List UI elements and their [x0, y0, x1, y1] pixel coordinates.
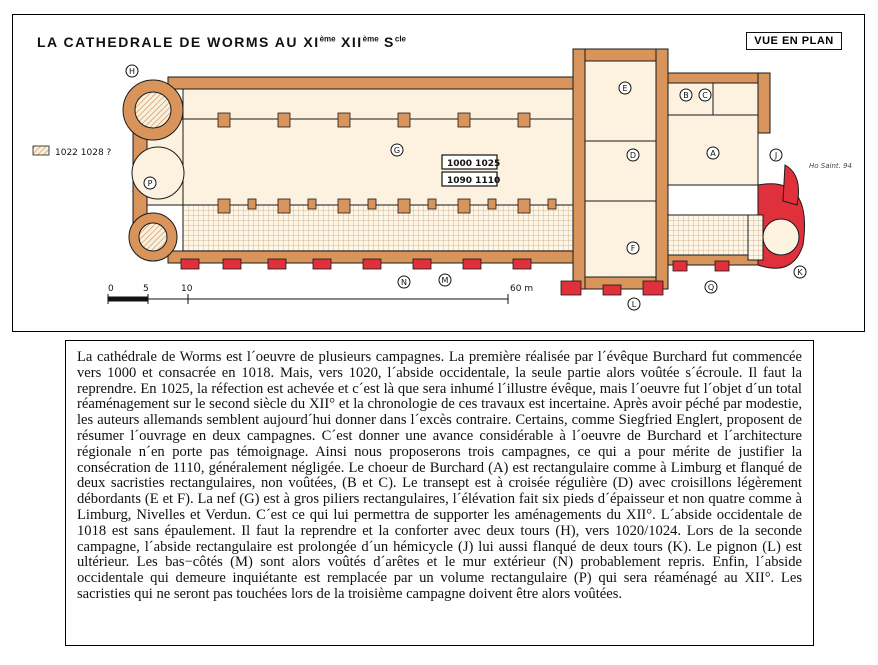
marker-E: [619, 82, 631, 94]
legend-dates: 1022 1028 ?: [55, 148, 112, 158]
marker-K: [794, 266, 806, 278]
svg-text:M: M: [441, 276, 449, 285]
marker-G: [391, 144, 403, 156]
svg-text:P: P: [147, 179, 153, 188]
scale-tick-60: 60 m: [510, 284, 534, 294]
marker-N: [398, 276, 410, 288]
marker-H: [126, 65, 138, 77]
marker-M: [439, 274, 451, 286]
svg-text:1000 1025: 1000 1025: [447, 159, 501, 169]
marker-F: [627, 242, 639, 254]
svg-text:E: E: [622, 84, 628, 93]
legend-swatch: [33, 146, 49, 155]
plan-title: LA CATHEDRALE DE WORMS AU XIème XIIème $S^{cle}$: [37, 34, 406, 50]
signature: Ho Saint. 94: [809, 162, 852, 170]
svg-text:K: K: [797, 268, 803, 277]
marker-P: [144, 177, 156, 189]
svg-text:B: B: [683, 91, 689, 100]
marker-C: [699, 89, 711, 101]
scale-tick-10: 10: [181, 284, 193, 294]
marker-Q: [705, 281, 717, 293]
svg-text:D: D: [629, 151, 637, 160]
marker-B: [680, 89, 692, 101]
west-towers: [123, 80, 184, 261]
scale-tick-5: 5: [143, 284, 149, 294]
svg-text:1090 1110: 1090 1110: [447, 176, 501, 186]
caption-text: La cathédrale de Worms est l´oeuvre de plusieurs campagnes. La première réalisée par l´évêque Burchard fut commencée vers 1000 et consacrée en 1018. Mais, vers 1020, l´abside occidentale, la seule partie alors voûtée s´écroule. Il faut la reprendre. En 1025, la réfection est achevée et c´est là que sera inhumé l´illustre évêque, mais l´oeuvre fut l´objet d´un total réaménagement sur le second siècle du XII° et la chronologie de ces travaux est incertaine. Après avoir péché par modestie, les auteurs allemands semblent aujourd´hui donner dans l´excès contraire. Certains, comme Siegfried Englert, proposent de résumer l´ouvrage en deux campagnes. C´est donner une avance considérable à l´oeuvre de Burchard et l´architecture régionale n´en porte pas témoignage. Ainsi nous proposerons trois campagnes, ce qui a pour mérite de justifier la consécration de 1110, généralement négligée. Le choeur de Burchard (A) est rectangulaire comme à Limburg et flanqué de deux sacristies rectangulaires, non voûtées, (B et C). Le transept est à croisée régulière (D) avec croisillons légèrement débordants (E et F). La nef (G) est à gros piliers rectangulaires, l´élévation fait six pieds d´épaisseur et non quatre comme à Limburg, Nivelles et Verdun. C´est ce qui lui permettra de supporter les aménagements du XII°. L´abside occidentale de 1018 est sans épaulement. Il faut la reprendre et la conforter avec deux tours (H), vers 1020/1024. Lors de la seconde campagne, l´abside rectangulaire est prolongée d´un hémicycle (J) lui aussi flanqué de deux tours (K). Le pignon (L) est ultérieur. Les bas−côtés (M) sont alors voûtés d´arêtes et le mur extérieur (N) probablement repris. Enfin, l´abside occidentale qui demeure inquiétante est remplacée par un volume rectangulaire (P) qui sera réaménagé au XII°. Les sacristies qui ne seront pas touchées lors de la troisième campagne doivent être alors voûtées.: [77, 349, 802, 602]
plan-figure: [12, 14, 865, 332]
cathedral-floor-plan: [13, 15, 864, 331]
marker-L: [628, 298, 640, 310]
svg-text:A: A: [710, 149, 716, 158]
marker-A: [707, 147, 719, 159]
svg-text:C: C: [702, 91, 708, 100]
svg-text:G: G: [393, 146, 401, 155]
caption-box: [65, 340, 814, 646]
scale-tick-0: 0: [108, 284, 114, 294]
marker-J: [770, 149, 782, 161]
view-label: VUE EN PLAN: [746, 32, 842, 50]
svg-text:Q: Q: [707, 283, 715, 292]
scale-bar: [108, 294, 508, 304]
svg-text:F: F: [630, 244, 636, 253]
marker-D: [627, 149, 639, 161]
svg-text:J: J: [774, 151, 778, 160]
svg-text:N: N: [401, 278, 407, 287]
svg-text:H: H: [128, 67, 136, 76]
svg-text:L: L: [631, 300, 637, 309]
